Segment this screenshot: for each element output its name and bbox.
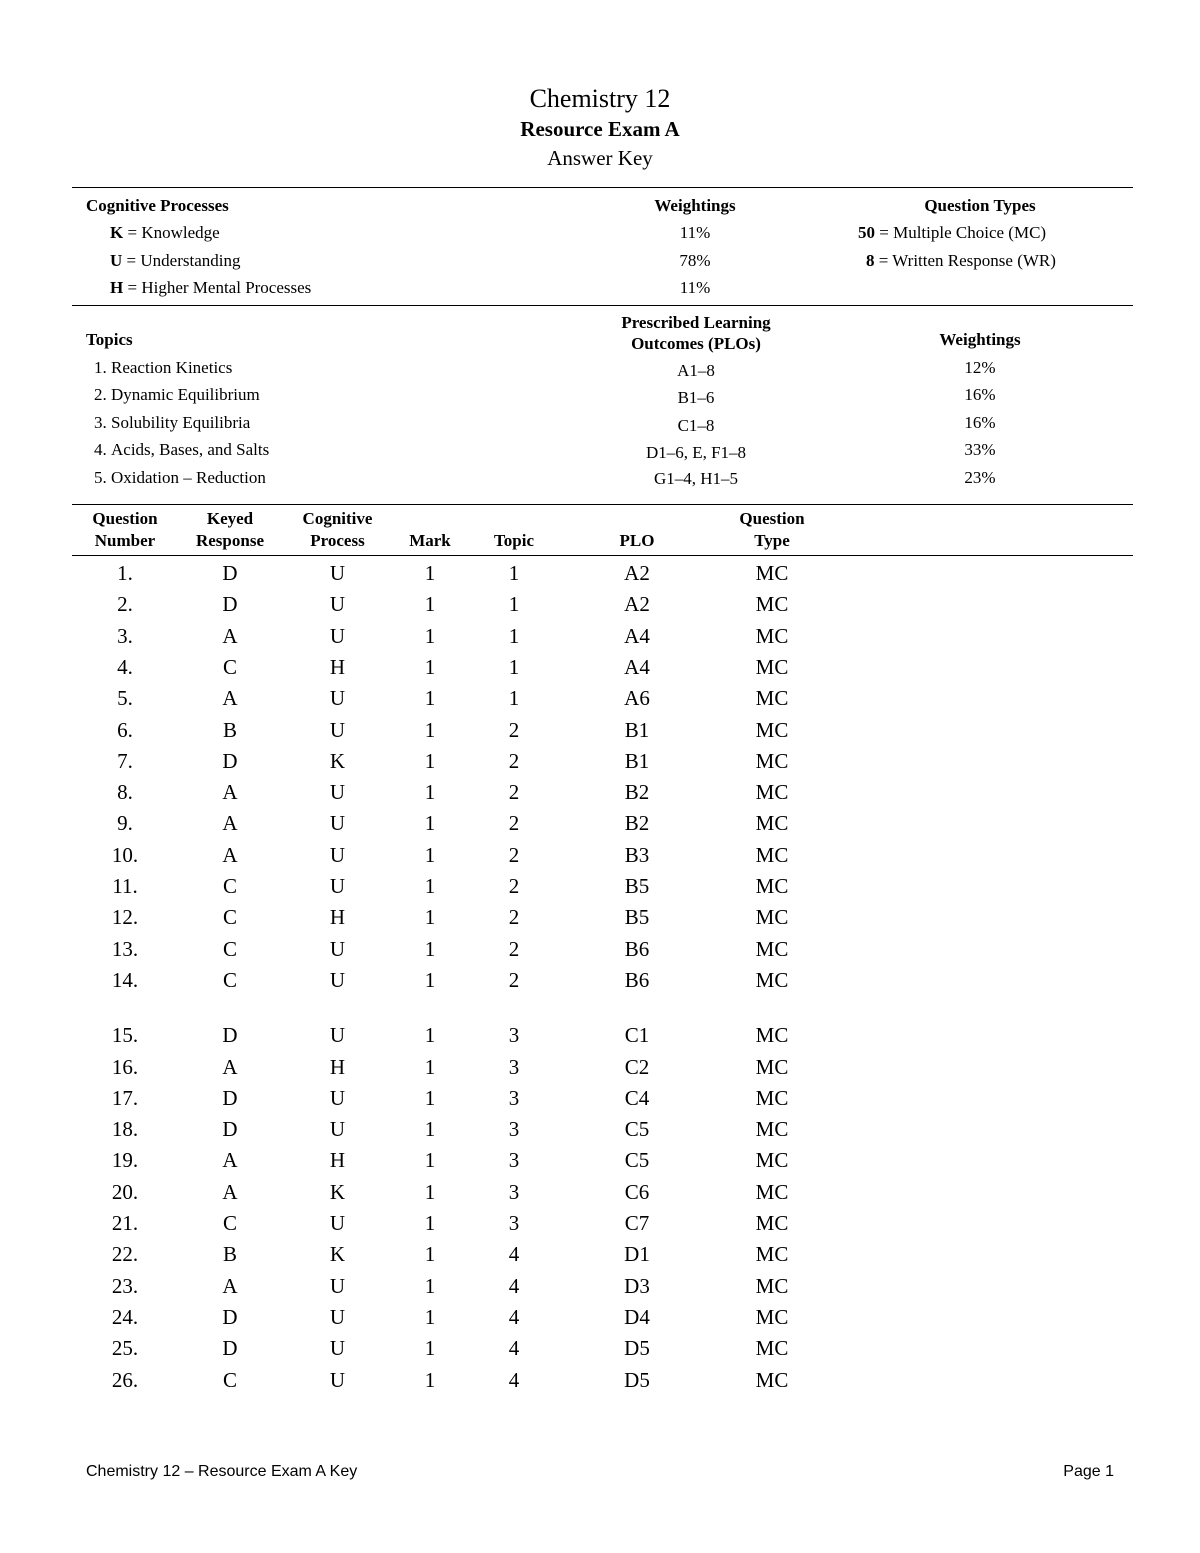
question-number-cell: 6. <box>117 717 133 742</box>
col-keyed-response-line1: Keyed <box>206 509 254 528</box>
col-cognitive-process-line1: Cognitive <box>302 509 373 528</box>
mark-cell: 1 <box>424 623 436 648</box>
cognitive-process-cell: H <box>329 905 346 930</box>
question-number-cell: 2. <box>117 592 133 617</box>
plo-cell: D5 <box>624 1367 650 1392</box>
keyed-response-cell: B <box>222 1242 237 1267</box>
topic-weight-heading: Weightings <box>939 330 1021 349</box>
cognitive-code: H <box>110 278 124 297</box>
divider <box>72 555 1133 556</box>
cognitive-process-cell: U <box>329 874 346 898</box>
plo-cell: B1 <box>624 717 650 742</box>
equals-sign: = <box>127 278 138 297</box>
question-type-label: Multiple Choice (MC) <box>893 223 1047 242</box>
plo-cell: A4 <box>624 654 650 679</box>
mark-cell: 1 <box>424 936 436 961</box>
question-type-cell: MC <box>755 1367 789 1392</box>
mark-cell: 1 <box>424 748 436 773</box>
question-type-cell: MC <box>755 1273 789 1298</box>
keyed-response-cell: B <box>222 717 237 742</box>
cognitive-heading: Cognitive Processes <box>86 196 229 215</box>
topic-cell: 2 <box>508 842 520 867</box>
mark-cell: 1 <box>424 561 436 585</box>
plo-cell: C5 <box>624 1117 650 1142</box>
mark-cell: 1 <box>424 842 436 867</box>
plo-cell: B1 <box>624 748 650 773</box>
topic-cell: 1 <box>508 654 520 679</box>
keyed-response-cell: D <box>222 1304 238 1329</box>
cognitive-process-cell: K <box>329 1242 346 1267</box>
question-number-cell: 24. <box>111 1304 139 1329</box>
question-number-cell: 8. <box>117 780 133 805</box>
topic-cell: 4 <box>508 1242 520 1267</box>
plo-cell: D5 <box>624 1336 650 1361</box>
cognitive-weight-heading: Weightings <box>654 196 736 215</box>
question-type-cell: MC <box>755 1211 789 1235</box>
question-number-cell: 5. <box>117 686 133 711</box>
cognitive-process-cell: U <box>329 842 346 867</box>
cognitive-weight: 11% <box>679 223 711 242</box>
topic-cell: 3 <box>508 1023 520 1048</box>
keyed-response-cell: A <box>222 1148 238 1173</box>
keyed-response-cell: C <box>222 654 237 679</box>
question-type-cell: MC <box>755 1304 789 1329</box>
cognitive-label: Higher Mental Processes <box>141 278 312 297</box>
topic-cell: 1 <box>508 561 520 585</box>
cognitive-process-cell: U <box>329 1117 346 1142</box>
mark-cell: 1 <box>424 592 436 617</box>
keyed-response-cell: A <box>222 811 238 836</box>
cognitive-process-cell: U <box>329 1085 346 1110</box>
cognitive-code: K <box>110 223 124 242</box>
cognitive-process-cell: U <box>329 1367 346 1392</box>
question-type-cell: MC <box>755 842 789 867</box>
topic-weight: 23% <box>964 468 996 487</box>
page-number: Page 1 <box>1063 1463 1114 1480</box>
question-type-cell: MC <box>755 592 789 617</box>
question-type-cell: MC <box>755 936 789 961</box>
plo-heading-line2: Outcomes (PLOs) <box>631 334 761 353</box>
equals-sign: = <box>879 223 889 242</box>
topic-plo: D1–6, E, F1–8 <box>645 443 747 462</box>
mark-cell: 1 <box>424 1148 436 1173</box>
plo-cell: D1 <box>624 1242 650 1267</box>
cognitive-process-cell: U <box>329 1023 346 1048</box>
cognitive-process-cell: U <box>329 967 346 992</box>
question-number-cell: 23. <box>111 1273 139 1298</box>
mark-cell: 1 <box>424 1211 436 1235</box>
exam-subtitle: Resource Exam A <box>520 117 680 141</box>
question-number-cell: 10. <box>111 842 139 867</box>
topic-cell: 4 <box>508 1367 520 1392</box>
question-type-cell: MC <box>755 561 789 585</box>
topic-cell: 3 <box>508 1054 520 1079</box>
topic-plo: A1–8 <box>677 361 715 380</box>
topic-number: 4. <box>94 440 107 459</box>
question-number-cell: 9. <box>117 811 133 836</box>
mark-cell: 1 <box>424 1304 436 1329</box>
question-type-cell: MC <box>755 1242 789 1267</box>
cognitive-process-cell: U <box>329 592 346 617</box>
plo-cell: B6 <box>624 967 650 992</box>
mark-cell: 1 <box>424 1117 436 1142</box>
mark-cell: 1 <box>424 967 436 992</box>
mark-cell: 1 <box>424 1367 436 1392</box>
cognitive-process-cell: H <box>329 1054 346 1079</box>
question-number-cell: 18. <box>111 1117 139 1142</box>
topic-cell: 2 <box>508 874 520 898</box>
question-type-cell: MC <box>755 1336 789 1361</box>
topic-row <box>94 385 260 405</box>
question-type-cell: MC <box>755 1023 789 1048</box>
cognitive-row <box>110 223 220 243</box>
question-number-cell: 11. <box>112 874 138 898</box>
plo-cell: B5 <box>624 874 650 898</box>
cognitive-label: Knowledge <box>141 223 220 242</box>
keyed-response-cell: D <box>222 592 238 617</box>
keyed-response-cell: A <box>222 686 238 711</box>
question-number-cell: 19. <box>111 1148 139 1173</box>
mark-cell: 1 <box>424 1336 436 1361</box>
question-type-label: Written Response (WR) <box>892 251 1056 270</box>
question-number-cell: 4. <box>117 654 133 679</box>
mark-cell: 1 <box>424 1179 436 1204</box>
cognitive-weight: 11% <box>679 278 711 297</box>
keyed-response-cell: D <box>222 1023 238 1048</box>
plo-cell: B5 <box>624 905 650 930</box>
topic-cell: 2 <box>508 905 520 930</box>
topic-cell: 2 <box>508 717 520 742</box>
equals-sign: = <box>126 251 137 270</box>
plo-cell: B6 <box>624 936 650 961</box>
equals-sign: = <box>878 251 889 270</box>
cognitive-process-cell: U <box>329 811 346 836</box>
mark-cell: 1 <box>424 717 436 742</box>
col-question-number-line2: Number <box>94 531 156 550</box>
col-keyed-response-line2: Response <box>195 531 264 550</box>
keyed-response-cell: C <box>222 905 237 930</box>
question-type-row <box>866 251 1056 271</box>
cognitive-process-cell: U <box>329 1336 346 1361</box>
topic-name: Reaction Kinetics <box>111 358 233 377</box>
topic-cell: 3 <box>508 1148 520 1173</box>
topic-cell: 3 <box>508 1211 520 1235</box>
plo-heading-line1: Prescribed Learning <box>621 313 771 332</box>
col-question-number-line1: Question <box>92 509 158 528</box>
cognitive-label: Understanding <box>140 251 241 270</box>
question-type-row <box>858 223 1046 243</box>
plo-cell: D3 <box>624 1273 650 1298</box>
plo-cell: C7 <box>624 1211 650 1235</box>
cognitive-process-cell: K <box>329 748 346 773</box>
cognitive-process-cell: U <box>329 1273 346 1298</box>
topic-weight: 16% <box>964 413 996 432</box>
topic-name: Acids, Bases, and Salts <box>111 440 270 459</box>
keyed-response-cell: C <box>222 1367 237 1392</box>
question-number-cell: 17. <box>111 1085 139 1110</box>
answer-key-subtitle: Answer Key <box>547 146 653 170</box>
cognitive-weight: 78% <box>679 251 711 270</box>
cognitive-process-cell: K <box>329 1179 346 1204</box>
divider <box>72 187 1133 188</box>
question-number-cell: 20. <box>111 1179 139 1204</box>
col-cognitive-process-line2: Process <box>310 531 365 550</box>
topic-cell: 2 <box>508 936 520 961</box>
topic-cell: 4 <box>508 1273 520 1298</box>
question-type-cell: MC <box>755 1054 789 1079</box>
col-question-type-line2: Type <box>754 531 790 550</box>
mark-cell: 1 <box>424 905 436 930</box>
topic-weight: 12% <box>964 358 996 377</box>
cognitive-process-cell: H <box>329 654 346 679</box>
topic-name: Solubility Equilibria <box>111 413 251 432</box>
keyed-response-cell: A <box>222 1054 238 1079</box>
question-type-cell: MC <box>755 967 789 992</box>
cognitive-code: U <box>110 251 123 270</box>
cognitive-row <box>110 251 240 271</box>
col-plo: PLO <box>619 531 655 550</box>
topics-heading: Topics <box>86 330 133 349</box>
divider <box>72 504 1133 505</box>
cognitive-process-cell: U <box>329 623 346 648</box>
question-type-cell: MC <box>755 1117 789 1142</box>
topic-name: Dynamic Equilibrium <box>111 385 260 404</box>
question-type-cell: MC <box>755 1148 789 1173</box>
question-type-cell: MC <box>755 811 789 836</box>
topic-row <box>94 413 250 433</box>
topic-plo: C1–8 <box>677 416 715 435</box>
mark-cell: 1 <box>424 1023 436 1048</box>
topic-cell: 3 <box>508 1117 520 1142</box>
topic-cell: 4 <box>508 1336 520 1361</box>
mark-cell: 1 <box>424 874 436 898</box>
question-type-cell: MC <box>755 748 789 773</box>
question-type-cell: MC <box>755 905 789 930</box>
question-type-cell: MC <box>755 717 789 742</box>
divider <box>72 305 1133 306</box>
mark-cell: 1 <box>424 1054 436 1079</box>
topic-row <box>94 440 269 460</box>
cognitive-process-cell: U <box>329 717 346 742</box>
plo-cell: D4 <box>624 1304 650 1329</box>
plo-cell: A2 <box>624 592 650 617</box>
topic-cell: 2 <box>508 811 520 836</box>
topic-row <box>94 468 266 488</box>
question-number-cell: 22. <box>111 1242 139 1267</box>
cognitive-process-cell: H <box>329 1148 346 1173</box>
topic-plo: G1–4, H1–5 <box>653 469 739 488</box>
cognitive-process-cell: U <box>329 1211 346 1235</box>
keyed-response-cell: D <box>222 748 238 773</box>
plo-cell: B2 <box>624 780 650 805</box>
keyed-response-cell: A <box>222 623 238 648</box>
cognitive-row <box>110 278 311 298</box>
keyed-response-cell: C <box>222 874 237 898</box>
plo-cell: C2 <box>624 1054 650 1079</box>
mark-cell: 1 <box>424 811 436 836</box>
question-number-cell: 14. <box>111 967 139 992</box>
topic-cell: 2 <box>508 780 520 805</box>
keyed-response-cell: C <box>222 1211 237 1235</box>
plo-cell: A6 <box>624 686 650 711</box>
footer-title: Chemistry 12 – Resource Exam A Key <box>86 1463 358 1480</box>
topic-number: 2. <box>94 385 107 404</box>
question-type-cell: MC <box>755 686 789 711</box>
keyed-response-cell: A <box>222 842 238 867</box>
topic-number: 3. <box>94 413 107 432</box>
plo-cell: B3 <box>624 842 650 867</box>
plo-cell: A4 <box>624 623 650 648</box>
col-topic: Topic <box>493 531 534 550</box>
keyed-response-cell: A <box>222 780 238 805</box>
topic-name: Oxidation – Reduction <box>111 468 266 487</box>
cognitive-process-cell: U <box>329 936 346 961</box>
keyed-response-cell: A <box>222 1179 238 1204</box>
question-type-cell: MC <box>755 874 789 898</box>
question-number-cell: 26. <box>111 1367 139 1392</box>
topic-cell: 4 <box>508 1304 520 1329</box>
plo-cell: B2 <box>624 811 650 836</box>
topic-cell: 1 <box>508 623 520 648</box>
question-number-cell: 12. <box>111 905 139 930</box>
question-number-cell: 21. <box>111 1211 139 1235</box>
mark-cell: 1 <box>424 654 436 679</box>
cognitive-process-cell: U <box>329 686 346 711</box>
question-type-cell: MC <box>755 1179 789 1204</box>
mark-cell: 1 <box>424 1273 436 1298</box>
topic-cell: 2 <box>508 967 520 992</box>
col-mark: Mark <box>409 531 451 550</box>
mark-cell: 1 <box>424 780 436 805</box>
mark-cell: 1 <box>424 1242 436 1267</box>
cognitive-process-cell: U <box>329 1304 346 1329</box>
keyed-response-cell: D <box>222 1085 238 1110</box>
page-title: Chemistry 12 <box>529 84 671 113</box>
plo-cell: A2 <box>624 561 650 585</box>
topic-cell: 1 <box>508 592 520 617</box>
question-type-cell: MC <box>755 1085 789 1110</box>
question-number-cell: 1. <box>117 561 133 585</box>
question-type-count: 50 <box>858 223 875 242</box>
topic-cell: 1 <box>508 686 520 711</box>
keyed-response-cell: C <box>222 936 237 961</box>
keyed-response-cell: C <box>222 967 237 992</box>
topic-plo: B1–6 <box>677 388 715 407</box>
question-type-cell: MC <box>755 654 789 679</box>
question-number-cell: 13. <box>111 936 139 961</box>
question-number-cell: 25. <box>111 1336 139 1361</box>
keyed-response-cell: A <box>222 1273 238 1298</box>
topic-row <box>94 358 232 378</box>
topic-cell: 3 <box>508 1179 520 1204</box>
question-type-cell: MC <box>755 780 789 805</box>
topic-cell: 2 <box>508 748 520 773</box>
keyed-response-cell: D <box>222 561 238 585</box>
plo-cell: C5 <box>624 1148 650 1173</box>
question-type-count: 8 <box>866 251 875 270</box>
plo-cell: C4 <box>624 1085 650 1110</box>
question-number-cell: 7. <box>117 748 133 773</box>
question-number-cell: 15. <box>111 1023 139 1048</box>
question-number-cell: 3. <box>117 623 133 648</box>
topic-cell: 3 <box>508 1085 520 1110</box>
cognitive-process-cell: U <box>329 780 346 805</box>
topic-weight: 16% <box>964 385 996 404</box>
keyed-response-cell: D <box>222 1336 238 1361</box>
mark-cell: 1 <box>424 686 436 711</box>
topic-weight: 33% <box>964 440 996 459</box>
keyed-response-cell: D <box>222 1117 238 1142</box>
mark-cell: 1 <box>424 1085 436 1110</box>
equals-sign: = <box>127 223 138 242</box>
cognitive-process-cell: U <box>329 561 346 585</box>
topic-number: 5. <box>94 468 107 487</box>
question-types-heading: Question Types <box>924 196 1036 215</box>
plo-cell: C6 <box>624 1179 650 1204</box>
topic-number: 1. <box>94 358 107 377</box>
question-type-cell: MC <box>755 623 789 648</box>
col-question-type-line1: Question <box>739 509 805 528</box>
question-number-cell: 16. <box>111 1054 139 1079</box>
plo-cell: C1 <box>624 1023 650 1048</box>
